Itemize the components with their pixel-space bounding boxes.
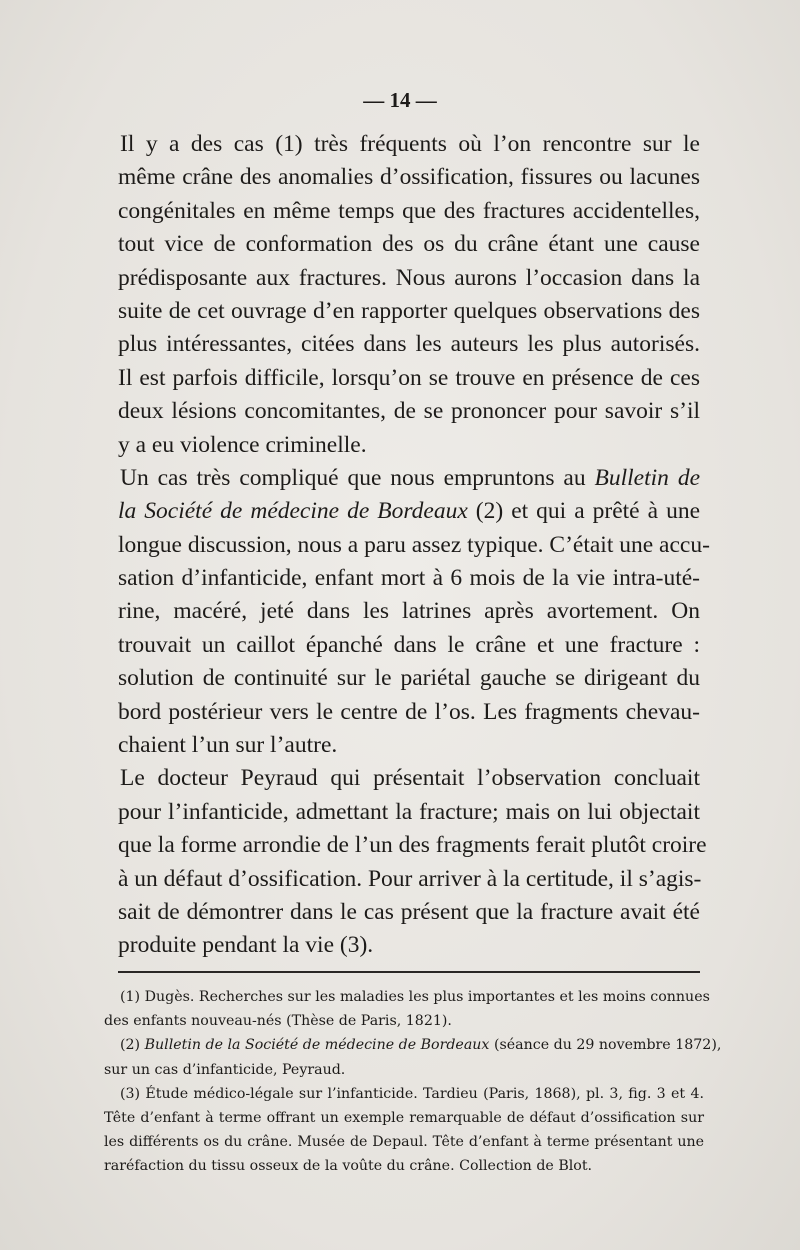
text-span: (2) et qui a prêté à une (467, 498, 700, 525)
text-line: bord postérieur vers le centre de l’os. Les fragments chevau- (118, 698, 700, 725)
footnote-line: les différents os du crâne. Musée de Depaul. Tête d’enfant à terme présentant une (104, 1134, 704, 1151)
text-line: que la forme arrondie de l’un des fragments ferait plutôt croire (118, 832, 707, 859)
text-line: Il y a des cas (1) très fréquents où l’on rencontre sur le (120, 131, 700, 157)
text-line: pour l’infanticide, admettant la fracture; mais on lui objectait (118, 798, 700, 825)
text-span: (séance du 29 novembre 1872), (489, 1037, 722, 1054)
page-number: — 14 — (363, 88, 437, 112)
text-line: prédisposante aux fractures. Nous aurons l’occasion dans la (118, 264, 700, 291)
text-line: deux lésions concomitantes, de se prononcer pour savoir s’il (118, 398, 700, 425)
text-line: chaient l’un sur l’autre. (118, 732, 338, 759)
footnotes (104, 985, 722, 1179)
footnote-line: (1) Dugès. Recherches sur les maladies les plus importantes et les moins connues (120, 989, 710, 1005)
footnote-separator (118, 971, 700, 973)
footnote-line: raréfaction du tissu osseux de la voûte du crâne. Collection de Blot. (104, 1158, 593, 1175)
text-line: y a eu violence criminelle. (118, 431, 367, 458)
text-line: produite pendant la vie (3). (118, 932, 374, 959)
footnote-line: sur un cas d’infanticide, Peyraud. (104, 1061, 346, 1078)
text-line: plus intéressantes, citées dans les auteurs les plus autorisés. (118, 331, 700, 358)
text-line: longue discussion, nous a paru assez typique. C’était une accu- (118, 531, 710, 558)
journal-title: Bulletin de la Société de médecine de Bordeaux (144, 1037, 490, 1054)
journal-title: Bulletin de (594, 464, 700, 491)
text-line: rine, macéré, jeté dans les latrines après avortement. On (118, 598, 700, 625)
text-line: à un défaut d’ossification. Pour arriver à la certitude, il s’agis- (118, 865, 702, 892)
text-line: congénitales en même temps que des fractures accidentelles, (118, 197, 700, 224)
text-line: solution de continuité sur le pariétal gauche se dirigeant du (118, 665, 700, 692)
text-line (118, 462, 700, 495)
journal-title: la Société de médecine de Bordeaux (118, 498, 468, 525)
text-span: Un cas très compliqué que nous empruntons au (120, 464, 595, 491)
footnote-line: des enfants nouveau-nés (Thèse de Paris, 1821). (104, 1013, 452, 1030)
text-line: même crâne des anomalies d’ossification, fissures ou lacunes (118, 164, 700, 191)
footnote-line (104, 1033, 722, 1057)
footnote-line: (3) Étude médico-légale sur l’infanticide. Tardieu (Paris, 1868), pl. 3, fig. 3 et 4. (120, 1085, 704, 1102)
text-line: sation d’infanticide, enfant mort à 6 mois de la vie intra-uté- (118, 565, 700, 592)
text-line: Le docteur Peyraud qui présentait l’observation concluait (120, 765, 700, 792)
text-line: suite de cet ouvrage d’en rapporter quelques observations des (118, 297, 700, 324)
text-span: (2) (120, 1037, 145, 1054)
footnote-line: Tête d’enfant à terme offrant un exemple remarquable de défaut d’ossification sur (104, 1109, 704, 1126)
text-line: sait de démontrer dans le cas présent que la fracture avait été (118, 898, 700, 925)
text-line: trouvait un caillot épanché dans le crâne et une fracture : (118, 631, 700, 658)
main-text (118, 128, 710, 963)
text-line: Il est parfois difficile, lorsqu’on se trouve en présence de ces (118, 364, 700, 391)
text-line (118, 495, 700, 528)
text-line: tout vice de conformation des os du crâne étant une cause (118, 231, 700, 258)
